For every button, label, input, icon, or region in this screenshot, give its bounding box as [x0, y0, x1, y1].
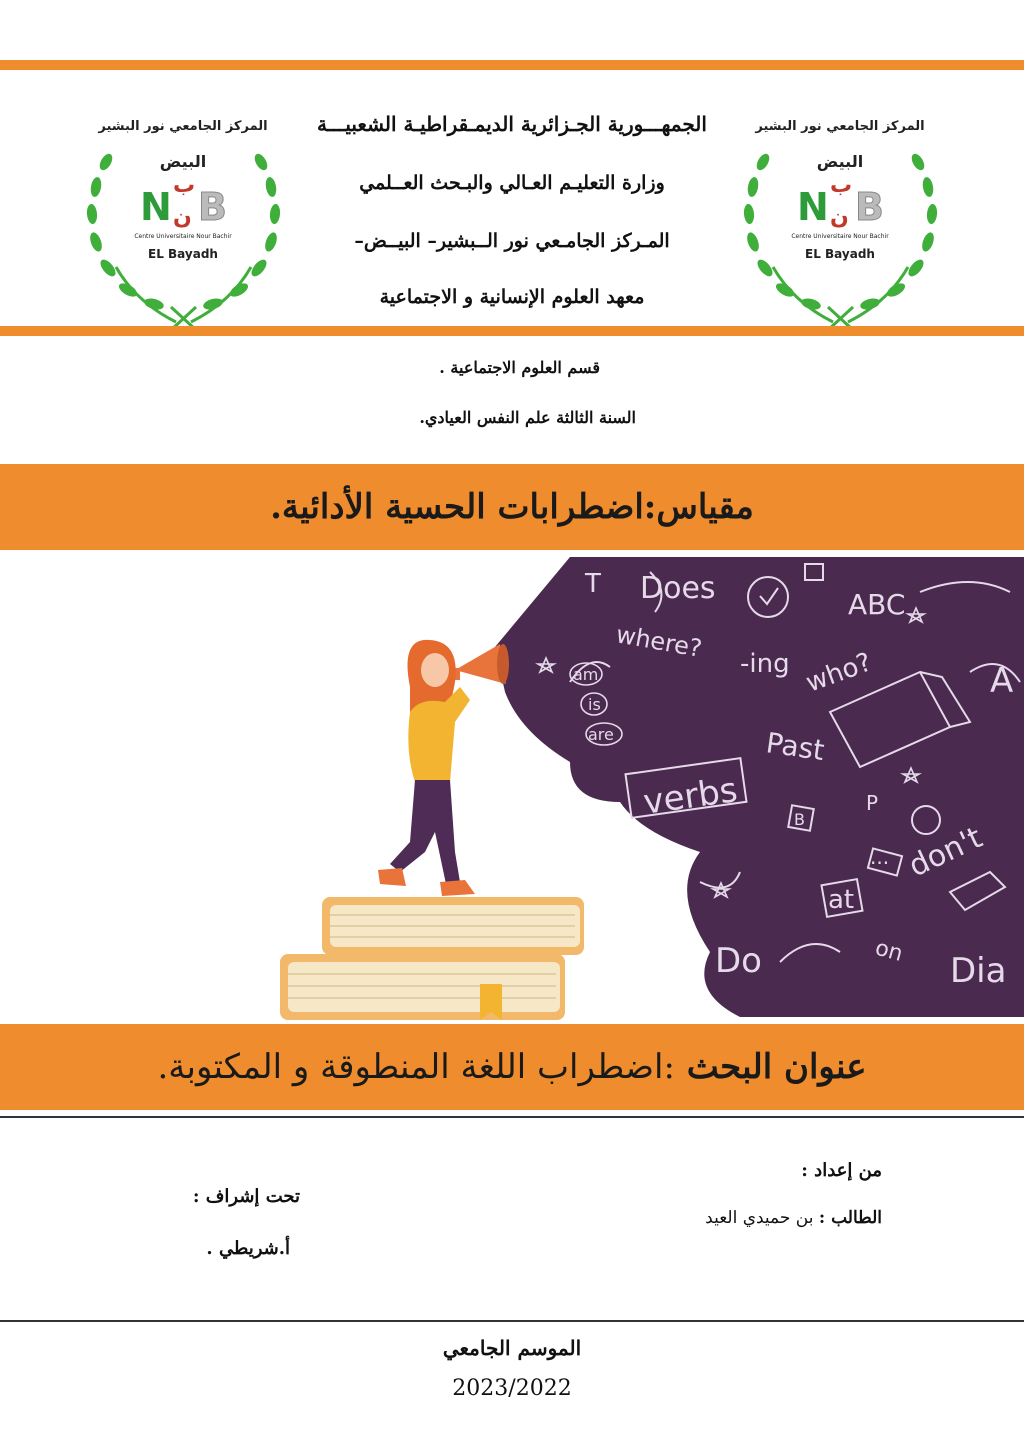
institute-line: معهد العلوم الإنسانية و الاجتماعية [379, 286, 645, 308]
republic-line: الجمهـــورية الجـزائرية الديمـقراطيـة الشعبيـــة [317, 112, 707, 136]
research-title: :اضطراب اللغة المنطوقة و المكتوبة. [157, 1047, 675, 1087]
word-who: who? [802, 647, 876, 699]
year-line: السنة الثالثة علم النفس العيادي. [419, 408, 636, 427]
student-line [600, 1208, 882, 1228]
department-line: قسم العلوم الاجتماعية . [439, 358, 600, 377]
footer-rule [0, 1320, 1024, 1322]
word-am: am [573, 665, 599, 684]
supervisor-name: أ.شريطي . [206, 1238, 290, 1259]
university-logo-right [733, 92, 948, 332]
word-where: where? [613, 620, 704, 663]
logo-city-ar: البيض [816, 152, 864, 171]
student-name: بن حميدي العيد [705, 1208, 814, 1228]
research-band [0, 1024, 1024, 1110]
word-b-cube: B [794, 810, 805, 829]
university-logo-left [76, 92, 291, 332]
research-label: عنوان البحث [686, 1047, 867, 1087]
word-do: Do [715, 941, 762, 981]
logo-letter-nun: ن [830, 205, 849, 230]
module-band [0, 464, 1024, 550]
logo-arc-text: المركز الجامعي نور البشير [98, 119, 268, 134]
logo-letter-b: B [198, 185, 227, 229]
logo-city-en: EL Bayadh [805, 247, 875, 261]
word-ing: -ing [740, 649, 790, 679]
logo-letter-b: B [855, 185, 884, 229]
season-label: الموسم الجامعي [442, 1336, 582, 1360]
word-at: at [828, 885, 855, 915]
word-is: is [588, 695, 601, 714]
logo-letter-n: N [797, 185, 829, 229]
ministry-line: وزارة التعليـم العـالي والبـحث العــلمي [359, 172, 665, 194]
logo-city-en: EL Bayadh [148, 247, 218, 261]
logo-letter-ba: ب [830, 173, 853, 198]
logo-caption: Centre Universitaire Nour Bachir [791, 233, 889, 240]
word-does: Does [640, 571, 716, 606]
word-dots: ... [870, 845, 890, 869]
student-label: الطالب : [818, 1208, 882, 1228]
header-bottom-rule [0, 326, 1024, 336]
logo-arc-text: المركز الجامعي نور البشير [755, 119, 925, 134]
word-dont: don't [903, 820, 988, 885]
word-on: on [872, 935, 906, 967]
logo-city-ar: البيض [159, 152, 207, 171]
logo-letter-n: N [140, 185, 172, 229]
word-past: Past [764, 726, 827, 768]
supervision-heading: تحت إشراف : [192, 1186, 300, 1207]
research-heading [157, 1047, 866, 1087]
word-p: P [866, 791, 879, 815]
season-value: 2023/2022 [452, 1376, 572, 1401]
word-t: T [585, 569, 601, 599]
top-orange-rule [0, 60, 1024, 70]
logo-caption: Centre Universitaire Nour Bachir [134, 233, 232, 240]
word-are: are [588, 725, 614, 744]
logo-letter-nun: ن [173, 205, 192, 230]
research-band-underline [0, 1116, 1024, 1118]
cover-illustration [270, 552, 1024, 1022]
logo-letter-ba: ب [173, 173, 196, 198]
word-dia: Dia [950, 951, 1007, 991]
word-abc: ABC [848, 588, 906, 621]
prepared-heading: من إعداد : [801, 1160, 882, 1181]
center-line: المـركز الجامـعي نور الــبشير– البيــض– [354, 230, 670, 252]
word-a: A [990, 661, 1014, 701]
module-title: مقياس:اضطرابات الحسية الأدائية. [270, 487, 754, 527]
word-verbs: verbs [640, 770, 740, 823]
